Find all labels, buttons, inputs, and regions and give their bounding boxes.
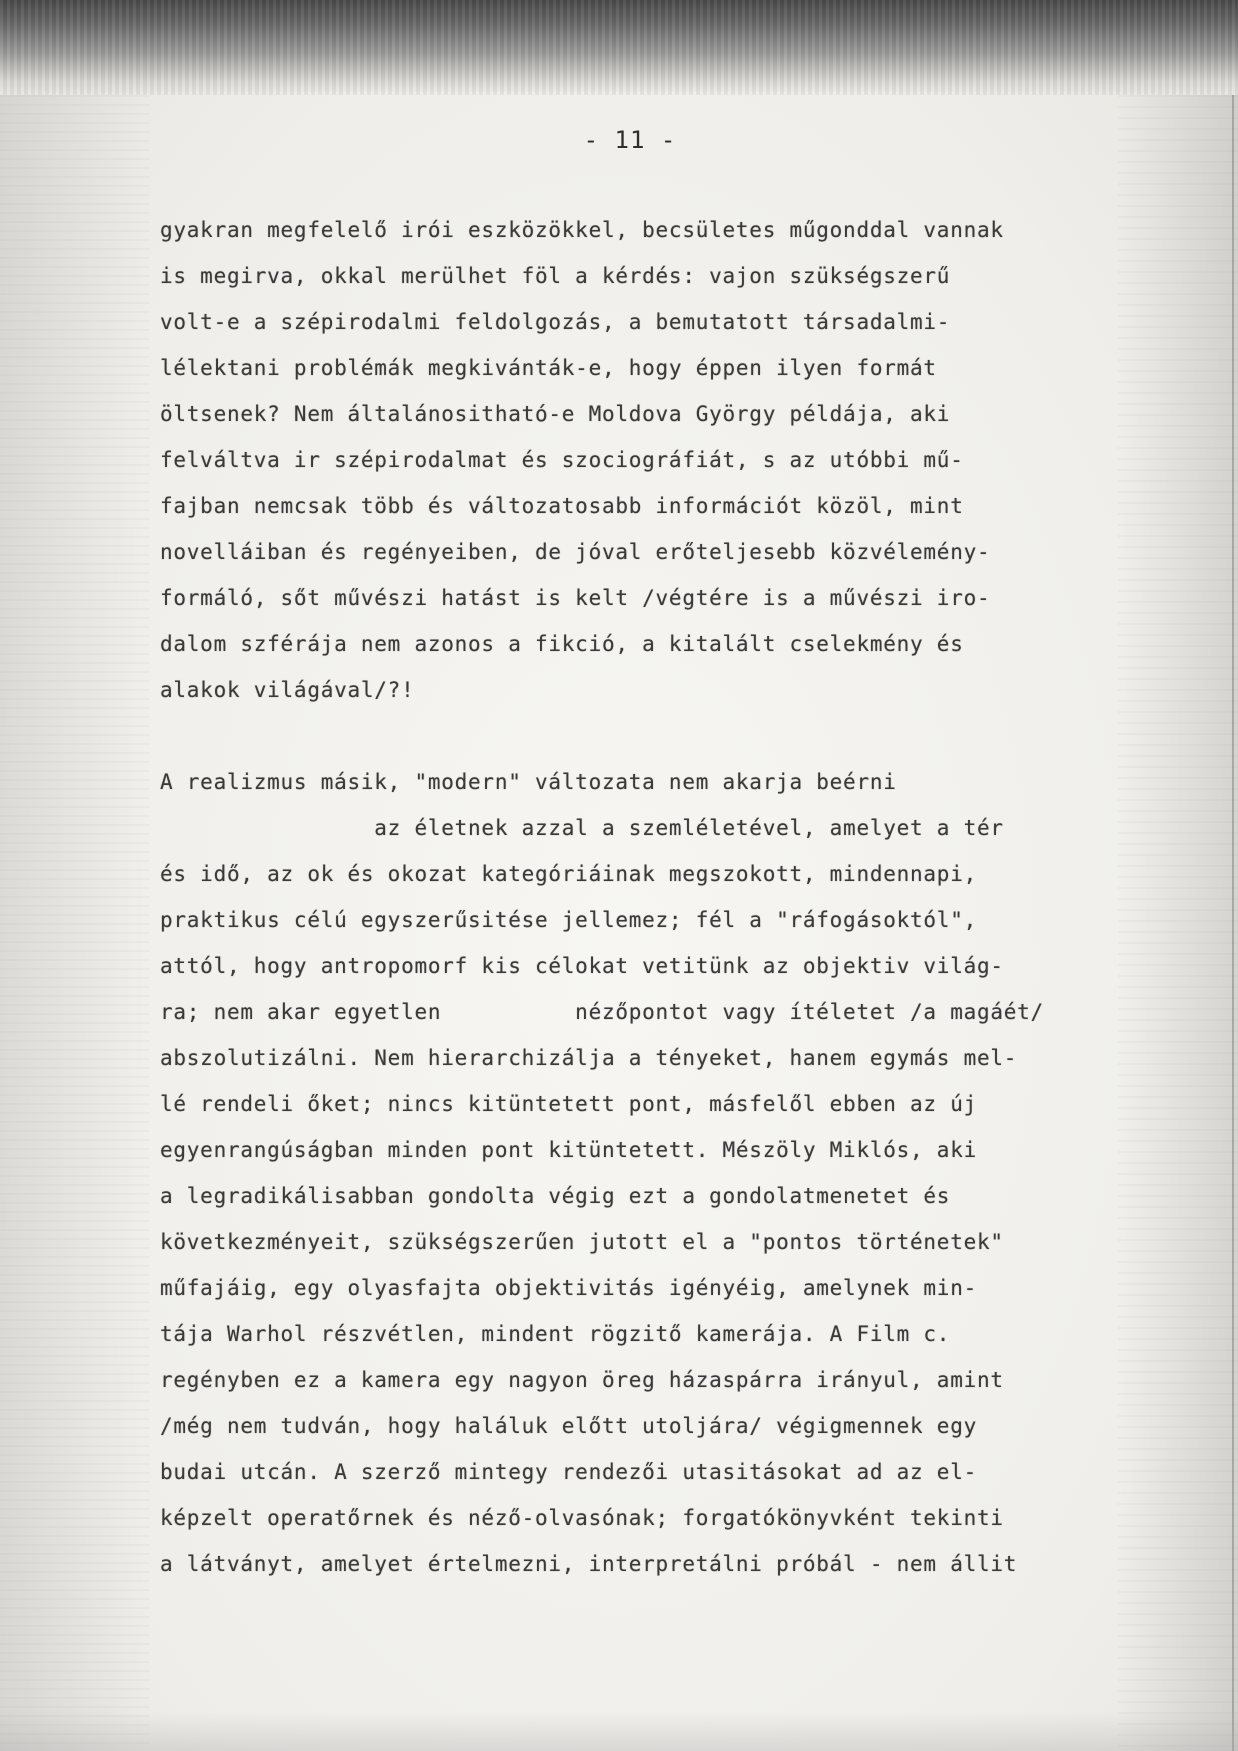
text-line: regényben ez a kamera egy nagyon öreg házaspárra irányul, amint bbox=[160, 1368, 1004, 1392]
text-line: lé rendeli őket; nincs kitüntetett pont, másfelől ebben az új bbox=[160, 1092, 977, 1116]
scan-top-texture bbox=[0, 0, 1238, 95]
text-line: budai utcán. A szerző mintegy rendezői utasitásokat ad az el- bbox=[160, 1460, 977, 1484]
paragraph-2 bbox=[160, 759, 1120, 1587]
text-line: lélektani problémák megkivánták-e, hogy éppen ilyen formát bbox=[160, 356, 937, 380]
text-line: attól, hogy antropomorf kis célokat vetitünk az objektiv világ- bbox=[160, 954, 1004, 978]
text-line: alakok világával/?! bbox=[160, 678, 415, 702]
text-line: volt-e a szépirodalmi feldolgozás, a bemutatott társadalmi- bbox=[160, 310, 951, 334]
text-line: öltsenek? Nem általánosithatό-e Moldova György példája, aki bbox=[160, 402, 951, 426]
text-line: a látványt, amelyet értelmezni, interpretálni próbál - nem állit bbox=[160, 1552, 1018, 1576]
text-line: és idő, az ok és okozat kategóriáinak megszokott, mindennapi, bbox=[160, 862, 977, 886]
text-line: egyenrangúságban minden pont kitüntetett. Mészöly Miklós, aki bbox=[160, 1138, 977, 1162]
text-line: képzelt operatőrnek és néző-olvasónak; forgatókönyvként tekinti bbox=[160, 1506, 1004, 1530]
paragraph-1 bbox=[160, 207, 1120, 713]
text-line: is megirva, okkal merülhet föl a kérdés: vajon szükségszerű bbox=[160, 264, 951, 288]
text-line: novelláiban és regényeiben, de jóval erőteljesebb közvélemény- bbox=[160, 540, 991, 564]
scan-left-margin-noise bbox=[0, 95, 150, 1751]
paragraph-spacer bbox=[160, 713, 1120, 759]
text-line: a legradikálisabban gondolta végig ezt a gondolatmenetet és bbox=[160, 1184, 951, 1208]
text-line: tája Warhol részvétlen, mindent rögzitő kamerája. A Film c. bbox=[160, 1322, 951, 1346]
text-line: műfajáig, egy olyasfajta objektivitás igényéig, amelynek min- bbox=[160, 1276, 977, 1300]
text-line: az életnek azzal a szemléletével, amelyet a tér bbox=[160, 816, 1004, 840]
page-number: - 11 - bbox=[583, 126, 677, 154]
text-line: abszolutizálni. Nem hierarchizálja a tényeket, hanem egymás mel- bbox=[160, 1046, 1018, 1070]
text-line: ra; nem akar egyetlen nézőpontot vagy ítéletet /a magáét/ bbox=[160, 1000, 1044, 1024]
scan-bottom-shadow bbox=[0, 1711, 1238, 1751]
text-line: fajban nemcsak több és változatosabb információt közöl, mint bbox=[160, 494, 964, 518]
text-line: gyakran megfelelő irói eszközökkel, becsületes műgonddal vannak bbox=[160, 218, 1004, 242]
scan-right-margin-noise bbox=[1118, 95, 1238, 1751]
text-line: A realizmus másik, "modern" változata nem akarja beérni bbox=[160, 770, 911, 794]
scan-right-edge bbox=[1232, 95, 1234, 1751]
text-line: következményeit, szükségszerűen jutott el a "pontos történetek" bbox=[160, 1230, 1004, 1254]
text-line: felváltva ir szépirodalmat és szociográfiát, s az utóbbi mű- bbox=[160, 448, 964, 472]
body-text bbox=[160, 207, 1120, 1587]
text-line: /még nem tudván, hogy haláluk előtt utoljára/ végigmennek egy bbox=[160, 1414, 977, 1438]
text-line: praktikus célú egyszerűsitése jellemez; fél a "ráfogásoktól", bbox=[160, 908, 977, 932]
text-line: dalom szférája nem azonos a fikció, a kitalált cselekmény és bbox=[160, 632, 964, 656]
text-line: formáló, sőt művészi hatást is kelt /végtére is a művészi iro- bbox=[160, 586, 991, 610]
